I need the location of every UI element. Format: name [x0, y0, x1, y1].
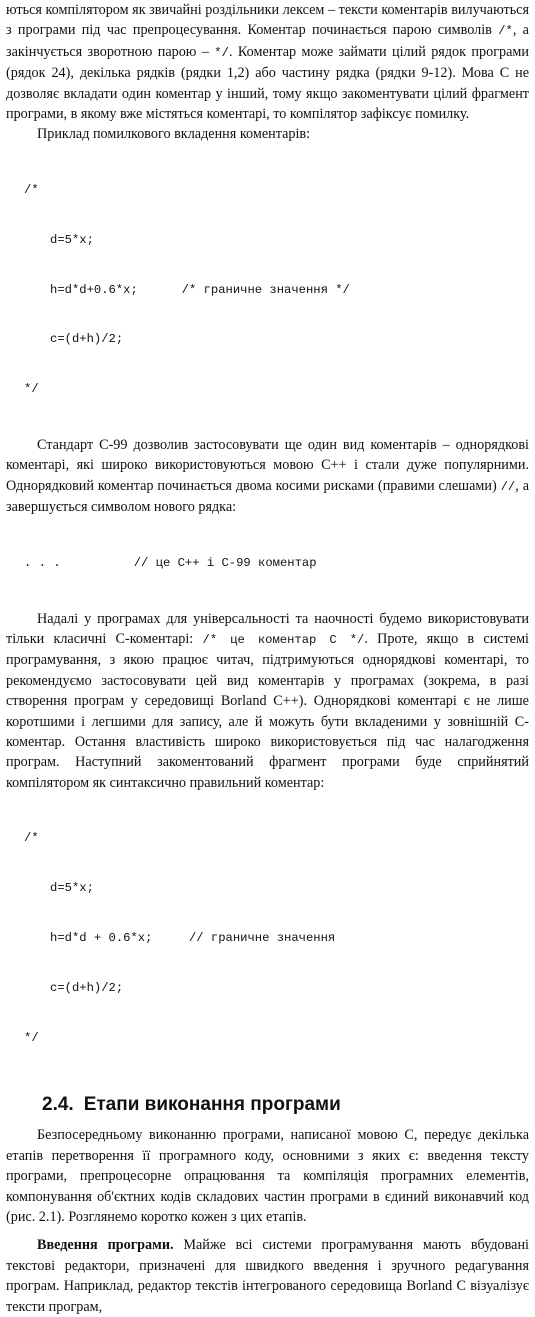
code-line: c=(d+h)/2;	[50, 980, 124, 995]
paragraph-classic-comments	[6, 609, 529, 794]
text-line: ються компілятором як звичайні роздільники лексем – тексти коментарів вилучаються	[6, 2, 529, 18]
code-line: d=5*x;	[50, 232, 94, 247]
text-span: . Проте, якщо в системі програмування, з якою працює читач, підтримуються однорядкові коментарі, то рекомендуємо застосовувати цей вид коментарів у програмах (зокрема, в разі створення програм у середовищі Borland C++). Однорядкові коментарі є не лише коротшими і легшими для запису, але й можуть бути вкладеними у зовнішній С-коментар. Остання властивість широко використовується під час налагодження програм. Наступний закоментований фрагмент програми буде сприйнятий компілятором як синтаксично правильний коментар:	[6, 630, 529, 791]
code-block-nested-comments	[6, 149, 529, 431]
section-title: Етапи виконання програми	[83, 1094, 341, 1116]
section-heading	[42, 1093, 529, 1117]
text-span: . Коментар може займати цілий рядок програми (рядок 24), декілька рядків (рядки 1,2) або частину рядка (рядки 9-12). Мова С не дозволяє вкладати один коментар у інший, тому якщо закоментувати цілий фрагмент програми, в якому вже містяться коментарі, то компілятор зафіксує помилку.	[6, 43, 529, 123]
paragraph-comments-intro	[6, 0, 529, 124]
code-line: h=d*d+0.6*x; /* граничне значення */	[50, 282, 350, 297]
code-block-single-line-comment	[6, 522, 529, 605]
code-line: */	[24, 1030, 39, 1045]
paragraph-c99-comments	[6, 435, 529, 518]
code-block-commented-fragment	[6, 797, 529, 1079]
paragraph-program-input	[6, 1235, 529, 1317]
text-span: , а завершується символом нового рядка:	[6, 477, 529, 516]
paragraph-example-caption: Приклад помилкового вкладення коментарів:	[37, 126, 311, 143]
inline-code: /*	[498, 24, 513, 39]
code-line: . . . // це C++ і C-99 коментар	[24, 555, 317, 570]
code-line: */	[24, 382, 39, 397]
inline-code: */	[214, 45, 229, 60]
paragraph-execution-stages: Безпосередньому виконанню програми, написаної мовою С, передує декілька етапів перетворення її програмного коду, основними з яких є: введення тексту програми, препроцесорне опрацювання та компіляція програмних елементів, компонування об'єктних кодів складових частин програми в єдиний виконавчий код (рис. 2.1). Розглянемо коротко кожен з цих етапів.	[6, 1127, 529, 1225]
inline-code: //	[500, 479, 516, 494]
code-line: h=d*d + 0.6*x; // граничне значення	[50, 930, 336, 945]
text-span: , а закінчується зворотною парою –	[6, 22, 529, 60]
text-span: Надалі у програмах для універсальності та наочності будемо використовувати тільки класичні С-коментарі:	[6, 610, 529, 647]
section-number: 2.4.	[42, 1094, 74, 1116]
text-span: Стандарт С-99 дозволив застосовувати ще один вид коментарів – однорядкові коментарі, які широко використовуються мовою С++ і стали дуже популярними. Однорядковий коментар починається двома косими рисками (правими слешами)	[6, 436, 529, 494]
code-line: c=(d+h)/2;	[50, 332, 124, 347]
text-span: з програми під час препроцесування. Коментар починається парою символів	[6, 22, 499, 39]
code-line: /*	[24, 831, 39, 846]
code-line: d=5*x;	[50, 881, 94, 896]
bold-lead: Введення програми.	[37, 1237, 174, 1254]
text-span: Майже всі системи програмування мають вбудовані текстові редактори, призначені для швидкого введення і зручного редагування програм. Наприклад, редактор текстів інтегрованого середовища Borland С візуалізує тексти програм,	[6, 1237, 529, 1315]
inline-code: /* це коментар C */	[202, 632, 365, 647]
code-line: /*	[24, 183, 39, 198]
